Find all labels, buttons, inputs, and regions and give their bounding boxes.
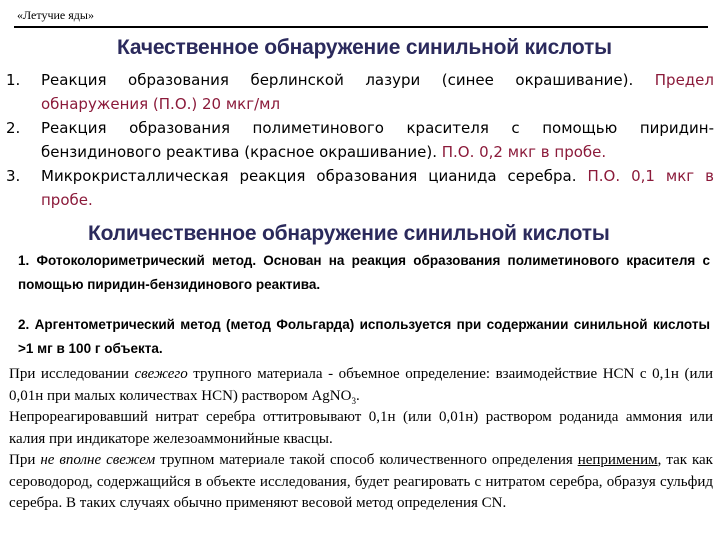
text-span: трупного материала - объемное определение: взаимодействие HCN с 0,1н (или 0,01н при малых количествах HCN) раствором AgNO bbox=[9, 366, 713, 404]
quantitative-title: Количественное обнаружение синильной кислоты bbox=[88, 222, 610, 245]
emphasis-text: свежего bbox=[134, 366, 188, 382]
list-item-number: 3. bbox=[6, 167, 21, 185]
list-item-text: Реакция образования берлинской лазури (синее окрашивание). bbox=[41, 71, 655, 89]
emphasis-text: не вполне свежем bbox=[40, 452, 156, 468]
header-divider bbox=[14, 26, 708, 28]
subscript: 3 bbox=[351, 395, 356, 406]
list-item-text: Микрокристаллическая реакция образования цианида серебра. bbox=[41, 167, 588, 185]
list-item bbox=[6, 164, 714, 212]
underlined-text: неприменим bbox=[577, 452, 658, 468]
detection-limit: Предел обнаружения (П.О.) 20 мкг/мл bbox=[41, 71, 714, 113]
paragraph-not-fresh-material bbox=[9, 450, 713, 515]
qualitative-title: Качественное обнаружение синильной кислоты bbox=[117, 36, 612, 59]
text-span: При исследовании bbox=[9, 366, 135, 382]
list-item bbox=[6, 116, 714, 164]
method-argentometric: 2. Аргентометрический метод (метод Фольгарда) используется при содержании синильной кислоты >1 мг в 100 г объекта. bbox=[18, 317, 710, 356]
detection-limit: П.О. 0,1 мкг в пробе. bbox=[41, 167, 714, 209]
paragraph-fresh-material bbox=[9, 364, 713, 407]
text-span: , так как сероводород, содержащийся в объекте исследования, будет реагировать с нитратом серебра, образуя сульфид серебра. В таких случаях обычно применяют весовой метод определения CN. bbox=[9, 452, 713, 511]
detection-limit: П.О. 0,2 мкг в пробе. bbox=[441, 143, 607, 161]
list-item bbox=[6, 68, 714, 116]
paragraph-back-titration: Непрореагировавший нитрат серебра оттитровывают 0,1н (или 0,01н) раствором роданида аммония или калия при индикаторе железоаммонийные квасцы. bbox=[9, 409, 713, 447]
qualitative-list bbox=[6, 68, 714, 212]
method-photocolorimetric: 1. Фотоколориметрический метод. Основан на реакция образования полиметинового красителя с помощью пиридин-бензидинового реактива. bbox=[18, 253, 710, 292]
body-text bbox=[9, 364, 713, 515]
text-span: . bbox=[355, 387, 360, 404]
header-label: «Летучие яды» bbox=[17, 8, 94, 22]
text-span: трупном материале такой способ количественного определения bbox=[155, 452, 578, 468]
list-item-number: 2. bbox=[6, 119, 21, 137]
text-span: При bbox=[9, 452, 41, 468]
list-item-number: 1. bbox=[6, 71, 21, 89]
list-item-text: Реакция образования полиметинового красителя с помощью пиридин-бензидинового реактива (красное окрашивание). bbox=[41, 119, 714, 161]
